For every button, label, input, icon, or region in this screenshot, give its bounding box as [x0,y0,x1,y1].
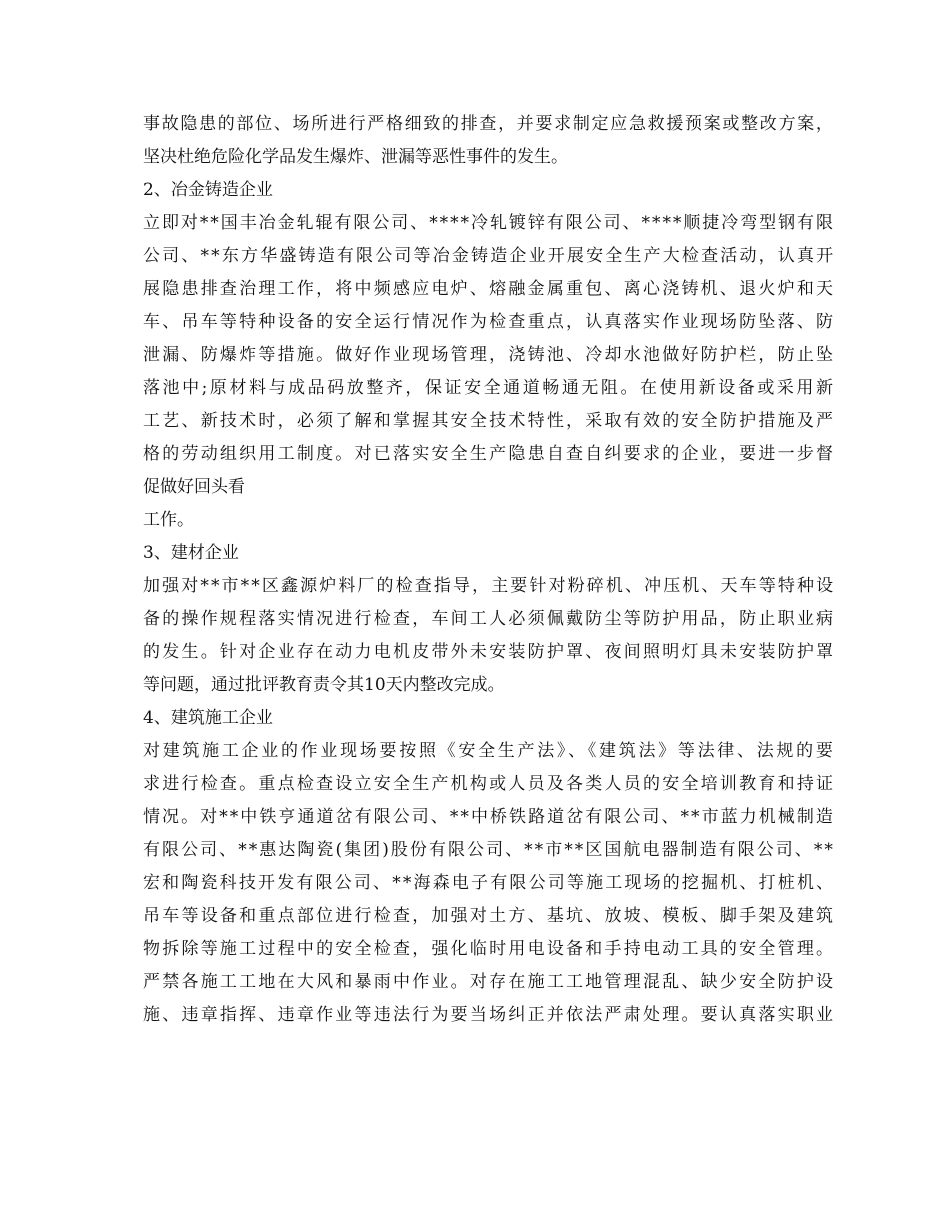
text-line: 格的劳动组织用工制度。对已落实安全生产隐患自查自纠要求的企业，要进一步督 [143,444,836,464]
text-line: 宏和陶瓷科技开发有限公司、**海森电子有限公司等施工现场的挖掘机、打桩机、 [143,873,836,893]
text-line: 泄漏、防爆炸等措施。做好作业现场管理，浇铸池、冷却水池做好防护栏，防止坠 [143,345,836,365]
text-line: 2、冶金铸造企业 [143,180,273,200]
text-line: 施、违章指挥、违章作业等违法行为要当场纠正并依法严肃处理。要认真落实职业 [143,1005,836,1025]
text-line: 物拆除等施工过程中的安全检查，强化临时用电设备和手持电动工具的安全管理。 [143,939,836,959]
text-line: 车、吊车等特种设备的安全运行情况作为检查重点，认真落实作业现场防坠落、防 [143,312,836,332]
text-line: 工作。 [143,510,194,530]
text-line: 情况。对**中铁亨通道岔有限公司、**中桥铁路道岔有限公司、**市蓝力机械制造 [143,807,835,827]
text-line: 展隐患排查治理工作，将中频感应电炉、熔融金属重包、离心浇铸机、退火炉和天 [143,279,836,299]
text-line: 坚决杜绝危险化学品发生爆炸、泄漏等恶性事件的发生。 [143,147,568,167]
text-line: 事故隐患的部位、场所进行严格细致的排查，并要求制定应急救援预案或整改方案， [143,114,835,134]
text-line: 对建筑施工企业的作业现场要按照《安全生产法》、《建筑法》等法律、法规的要 [143,741,836,761]
text-line: 工艺、新技术时，必须了解和掌握其安全技术特性，采取有效的安全防护措施及严 [143,411,836,431]
text-line: 落池中;原材料与成品码放整齐，保证安全通道畅通无阻。在使用新设备或采用新 [143,378,836,398]
text-line: 促做好回头看 [143,477,245,497]
text-line: 有限公司、**惠达陶瓷(集团)股份有限公司、**市**区国航电器制造有限公司、** [143,840,835,860]
text-line: 等问题，通过批评教育责令其10天内整改完成。 [143,675,505,695]
text-line: 的发生。针对企业存在动力电机皮带外未安装防护罩、夜间照明灯具未安装防护罩 [143,642,836,662]
text-line: 严禁各施工工地在大风和暴雨中作业。对存在施工工地管理混乱、缺少安全防护设 [143,972,836,992]
text-line: 加强对**市**区鑫源炉料厂的检查指导，主要针对粉碎机、冲压机、天车等特种设 [143,576,836,596]
text-line: 立即对**国丰冶金轧辊有限公司、****冷轧镀锌有限公司、****顺捷冷弯型钢有限 [143,213,835,233]
text-line: 备的操作规程落实情况进行检查，车间工人必须佩戴防尘等防护用品，防止职业病 [143,609,836,629]
text-line: 公司、**东方华盛铸造有限公司等冶金铸造企业开展安全生产大检查活动，认真开 [143,246,836,266]
text-line: 求进行检查。重点检查设立安全生产机构或人员及各类人员的安全培训教育和持证 [143,774,836,794]
text-line: 吊车等设备和重点部位进行检查，加强对土方、基坑、放坡、模板、脚手架及建筑 [143,906,836,926]
text-line: 4、建筑施工企业 [143,708,273,728]
text-line: 3、建材企业 [143,543,239,563]
